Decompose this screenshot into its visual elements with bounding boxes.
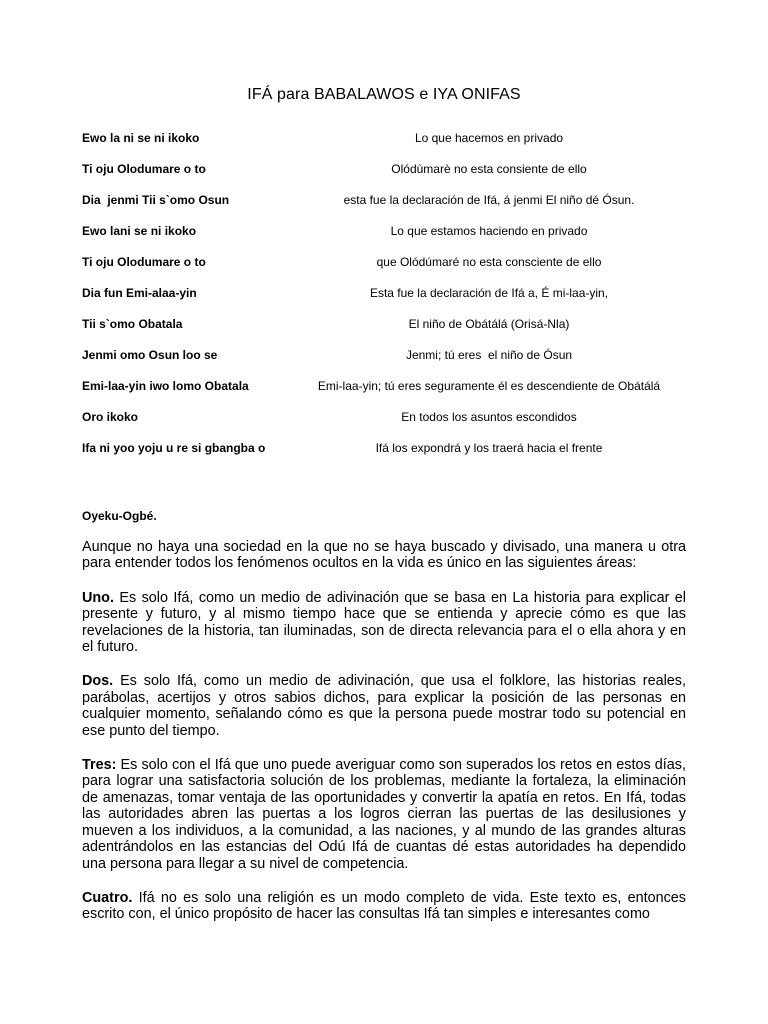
point-text: Ifá no es solo una religión es un modo completo de vida. Este texto es, entonces escrito con, el único propósito de hacer las consultas Ifá tan simples e interesantes como	[82, 889, 686, 923]
verse-spanish: esta fue la declaración de Ifá, á jenmi El niño dé Ósun.	[343, 192, 635, 207]
point-text: Es solo Ifá, como un medio de adivinación que se basa en La historia para explicar el presente y futuro, y al mismo tiempo hace que se entienda y aprecie cómo es que las revelaciones de la historia, tan iluminadas, son de directa relevancia para el o ella ahora y en el futuro.	[82, 589, 686, 656]
verse-yoruba: Dia fun Emi-alaa-yin	[82, 285, 197, 300]
verse-spanish: El niño de Obátálá (Orisá-Nla)	[408, 316, 570, 331]
point-paragraph-cuatro	[82, 890, 686, 923]
point-lead: Uno.	[82, 589, 114, 606]
verse-row	[82, 122, 686, 153]
verse-spanish: Jenmi; tú eres el niño de Ósun	[405, 347, 573, 362]
verse-yoruba: Ti oju Olodumare o to	[82, 254, 206, 269]
verse-yoruba: Dia jenmi Tii s`omo Osun	[82, 192, 230, 207]
point-paragraph-uno	[82, 590, 686, 656]
verse-spanish: Lo que hacemos en privado	[414, 130, 564, 145]
verse-yoruba: Ewo la ni se ni ikoko	[82, 130, 200, 145]
point-text: Es solo con el Ifá que uno puede averiguar como son superados los retos en estos días, para lograr una satisfactoria solución de los problemas, mediante la fortaleza, la eliminación de amenazas, tomar ventaja de las oportunidades y convertir la apatía en retos. En Ifá, todas las autoridades abren las puertas a los logros cierran las puertas de las desilusiones y mueven a los individuos, a la comunidad, a las naciones, y al mundo de las grandes alturas adentrándolos en las estancias del Odú Ifá de cuantas dé estas autoridades ha dependido una persona para llegar a su nivel de competencia.	[82, 757, 686, 872]
verse-row	[82, 215, 686, 246]
verse-spanish: que Olódúmaré no esta consciente de ello	[376, 254, 602, 269]
verse-yoruba: Jenmi omo Osun loo se	[82, 347, 218, 362]
verse-yoruba: Ewo lani se ni ikoko	[82, 223, 197, 238]
intro-paragraph: Aunque no haya una sociedad en la que no se haya buscado y divisado, una manera u otra para entender todos los fenómenos ocultos en la vida es único en las siguientes áreas:	[82, 539, 686, 572]
point-lead: Dos.	[82, 673, 114, 690]
verse-row	[82, 308, 686, 339]
document-title: IFÁ para BABALAWOS e IYA ONIFAS	[247, 86, 521, 103]
verse-spanish: Ifá los expondrá y los traerá hacia el frente	[375, 440, 603, 455]
verse-row	[82, 401, 686, 432]
verse-row	[82, 277, 686, 308]
point-lead: Tres:	[82, 757, 117, 774]
verse-yoruba: Ti oju Olodumare o to	[82, 161, 206, 176]
section-heading: Oyeku-Ogbé.	[82, 509, 157, 523]
verse-spanish: Lo que estamos haciendo en privado	[390, 223, 588, 238]
verse-spanish: En todos los asuntos escondidos	[401, 409, 577, 424]
verse-yoruba: Emi-laa-yin iwo lomo Obatala	[82, 378, 249, 393]
verse-row	[82, 370, 686, 401]
verse-table	[82, 122, 686, 463]
verse-spanish: Olódùmarè no esta consiente de ello	[391, 161, 587, 176]
point-lead: Cuatro.	[82, 889, 133, 906]
verse-row	[82, 246, 686, 277]
verse-row	[82, 153, 686, 184]
verse-spanish: Emi-laa-yin; tú eres seguramente él es descendiente de Obátálá	[317, 378, 661, 393]
verse-yoruba: Oro ikoko	[82, 409, 139, 424]
verse-spanish: Esta fue la declaración de Ifá a, É mi-laa-yin,	[369, 285, 609, 300]
verse-yoruba: Ifa ni yoo yoju u re si gbangba o	[82, 440, 266, 455]
verse-yoruba: Tii s`omo Obatala	[82, 316, 183, 331]
verse-row	[82, 184, 686, 215]
point-paragraph-tres	[82, 757, 686, 872]
verse-row	[82, 432, 686, 463]
point-text: Es solo Ifá, como un medio de adivinación, que usa el folklore, las historias reales, parábolas, acertijos y otros sabios dichos, para explicar la posición de las personas en cualquier momento, señalando cómo es que la persona puede mostrar todo su potencial en ese punto del tiempo.	[82, 673, 686, 739]
point-paragraph-dos	[82, 673, 686, 739]
verse-row	[82, 339, 686, 370]
